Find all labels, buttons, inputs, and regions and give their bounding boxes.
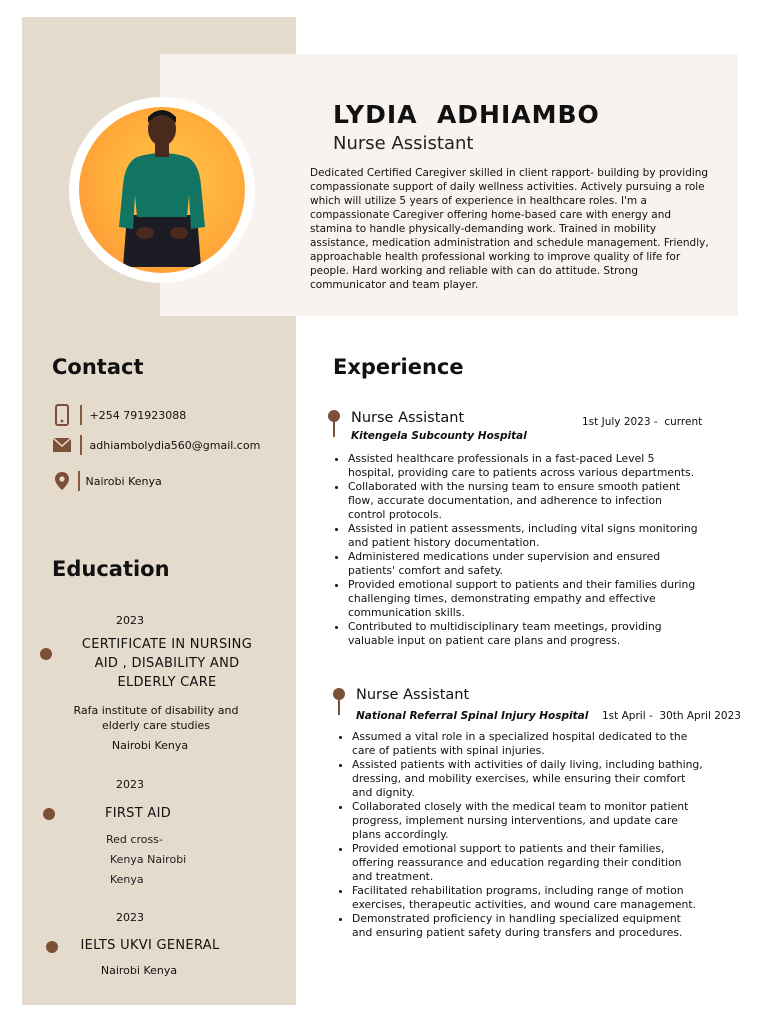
contact-location: Nairobi Kenya — [85, 474, 162, 488]
education-details — [106, 830, 186, 890]
list-item: • Collaborated with the nursing team to ensure smooth patient flow, accurate documentation, and adherence to infection control protocols. — [348, 480, 700, 522]
list-item: • Demonstrated proficiency in handling specialized equipment and ensuring patient safety during transfers and procedures. — [352, 912, 704, 940]
list-item: • Collaborated closely with the medical team to monitor patient progress, implement nursing interventions, and update care plans accordingly. — [352, 800, 704, 842]
education-location-text: Nairobi Kenya — [111, 739, 189, 752]
education-location-text: Nairobi Kenya — [100, 964, 178, 977]
contact-email-row — [52, 433, 260, 457]
contact-location-row — [52, 469, 162, 493]
candidate-role: Nurse Assistant — [333, 133, 474, 154]
list-item: • Provided emotional support to patients and their families during challenging times, demonstrating empathy and effective communication skills. — [348, 578, 700, 620]
list-item: • Administered medications under supervision and ensured patients' comfort and safety. — [348, 550, 700, 578]
education-item — [80, 778, 180, 791]
education-detail-line: Kenya — [110, 873, 144, 886]
education-title-line: CERTIFICATE IN NURSING — [81, 637, 253, 652]
education-detail-line: Kenya Nairobi — [110, 853, 187, 866]
list-item: • Provided emotional support to patients and their families, offering reassurance and education regarding their condition and treatment. — [352, 842, 704, 884]
phone-icon — [52, 405, 72, 425]
education-year: 2023 — [116, 778, 144, 791]
mail-icon — [52, 435, 72, 455]
timeline-pin-icon — [328, 410, 340, 437]
experience-heading: Experience — [333, 355, 464, 379]
contact-phone-row — [52, 403, 186, 427]
timeline-pin-icon — [333, 688, 345, 715]
education-location — [89, 963, 189, 978]
education-title — [88, 804, 188, 823]
contact-divider — [78, 471, 80, 491]
list-item: • Contributed to multidisciplinary team meetings, providing valuable input on patient care plans and progress. — [348, 620, 700, 648]
education-location — [100, 738, 200, 753]
job-title: Nurse Assistant — [356, 687, 470, 703]
job-dates: 1st July 2023 - current — [582, 416, 703, 428]
education-title-line: IELTS UKVI GENERAL — [80, 938, 220, 953]
list-item: • Assisted healthcare professionals in a fast-paced Level 5 hospital, providing care to patients across various departments. — [348, 452, 700, 480]
education-detail-line: Red cross- — [106, 833, 163, 846]
contact-divider — [80, 435, 82, 455]
education-bullet-dot — [46, 941, 58, 953]
education-title — [70, 936, 230, 955]
education-institution — [56, 703, 256, 733]
list-item: • Facilitated rehabilitation programs, including range of motion exercises, therapeutic activities, and wound care management. — [352, 884, 704, 912]
contact-heading: Contact — [52, 355, 144, 379]
education-heading: Education — [52, 557, 170, 581]
education-year: 2023 — [116, 911, 144, 924]
education-title — [60, 635, 274, 692]
list-item: • Assisted patients with activities of daily living, including bathing, dressing, and mobility exercises, while ensuring their comfort and dignity. — [352, 758, 704, 800]
education-bullet-dot — [43, 808, 55, 820]
contact-divider — [80, 405, 82, 425]
profile-summary: Dedicated Certified Caregiver skilled in client rapport- building by providing compassionate support of daily wellness activities. Actively pursuing a role which will utilize 5 years of experience in healthcare roles. I'm a compassionate Caregiver offering home-based care with energy and stamina to handle physically-demanding work. Trained in mobility assistance, medication administration and schedule management. Friendly, approachable health professional working to improve quality of life for people. Hard working and reliable with can do attitude. Strong communicator and team player. — [310, 167, 709, 291]
contact-phone[interactable]: +254 791923088 — [89, 408, 187, 422]
education-institution-line: Rafa institute of disability and — [73, 704, 239, 717]
profile-photo — [79, 107, 245, 273]
location-pin-icon — [52, 471, 72, 491]
education-item — [56, 614, 204, 627]
education-year: 2023 — [116, 614, 144, 627]
job-dates: 1st April - 30th April 2023 — [602, 710, 741, 722]
contact-email[interactable]: adhiambolydia560@gmail.com — [89, 438, 261, 452]
job-title: Nurse Assistant — [351, 410, 465, 426]
person-illustration — [79, 107, 245, 273]
education-item — [80, 911, 180, 924]
list-item: • Assumed a vital role in a specialized hospital dedicated to the care of patients with spinal injuries. — [352, 730, 704, 758]
candidate-name: LYDIA ADHIAMBO — [333, 100, 600, 129]
education-title-line: ELDERLY CARE — [117, 675, 217, 690]
job-responsibilities-list — [336, 730, 704, 940]
education-institution-line: elderly care studies — [101, 719, 211, 732]
job-organization: National Referral Spinal Injury Hospital — [356, 710, 589, 722]
list-item: • Assisted in patient assessments, including vital signs monitoring and patient history documentation. — [348, 522, 700, 550]
education-title-line: AID , DISABILITY AND — [94, 656, 240, 671]
education-title-line: FIRST AID — [104, 806, 172, 821]
education-bullet-dot — [40, 648, 52, 660]
job-responsibilities-list — [332, 452, 700, 648]
job-organization: Kitengela Subcounty Hospital — [351, 430, 527, 442]
